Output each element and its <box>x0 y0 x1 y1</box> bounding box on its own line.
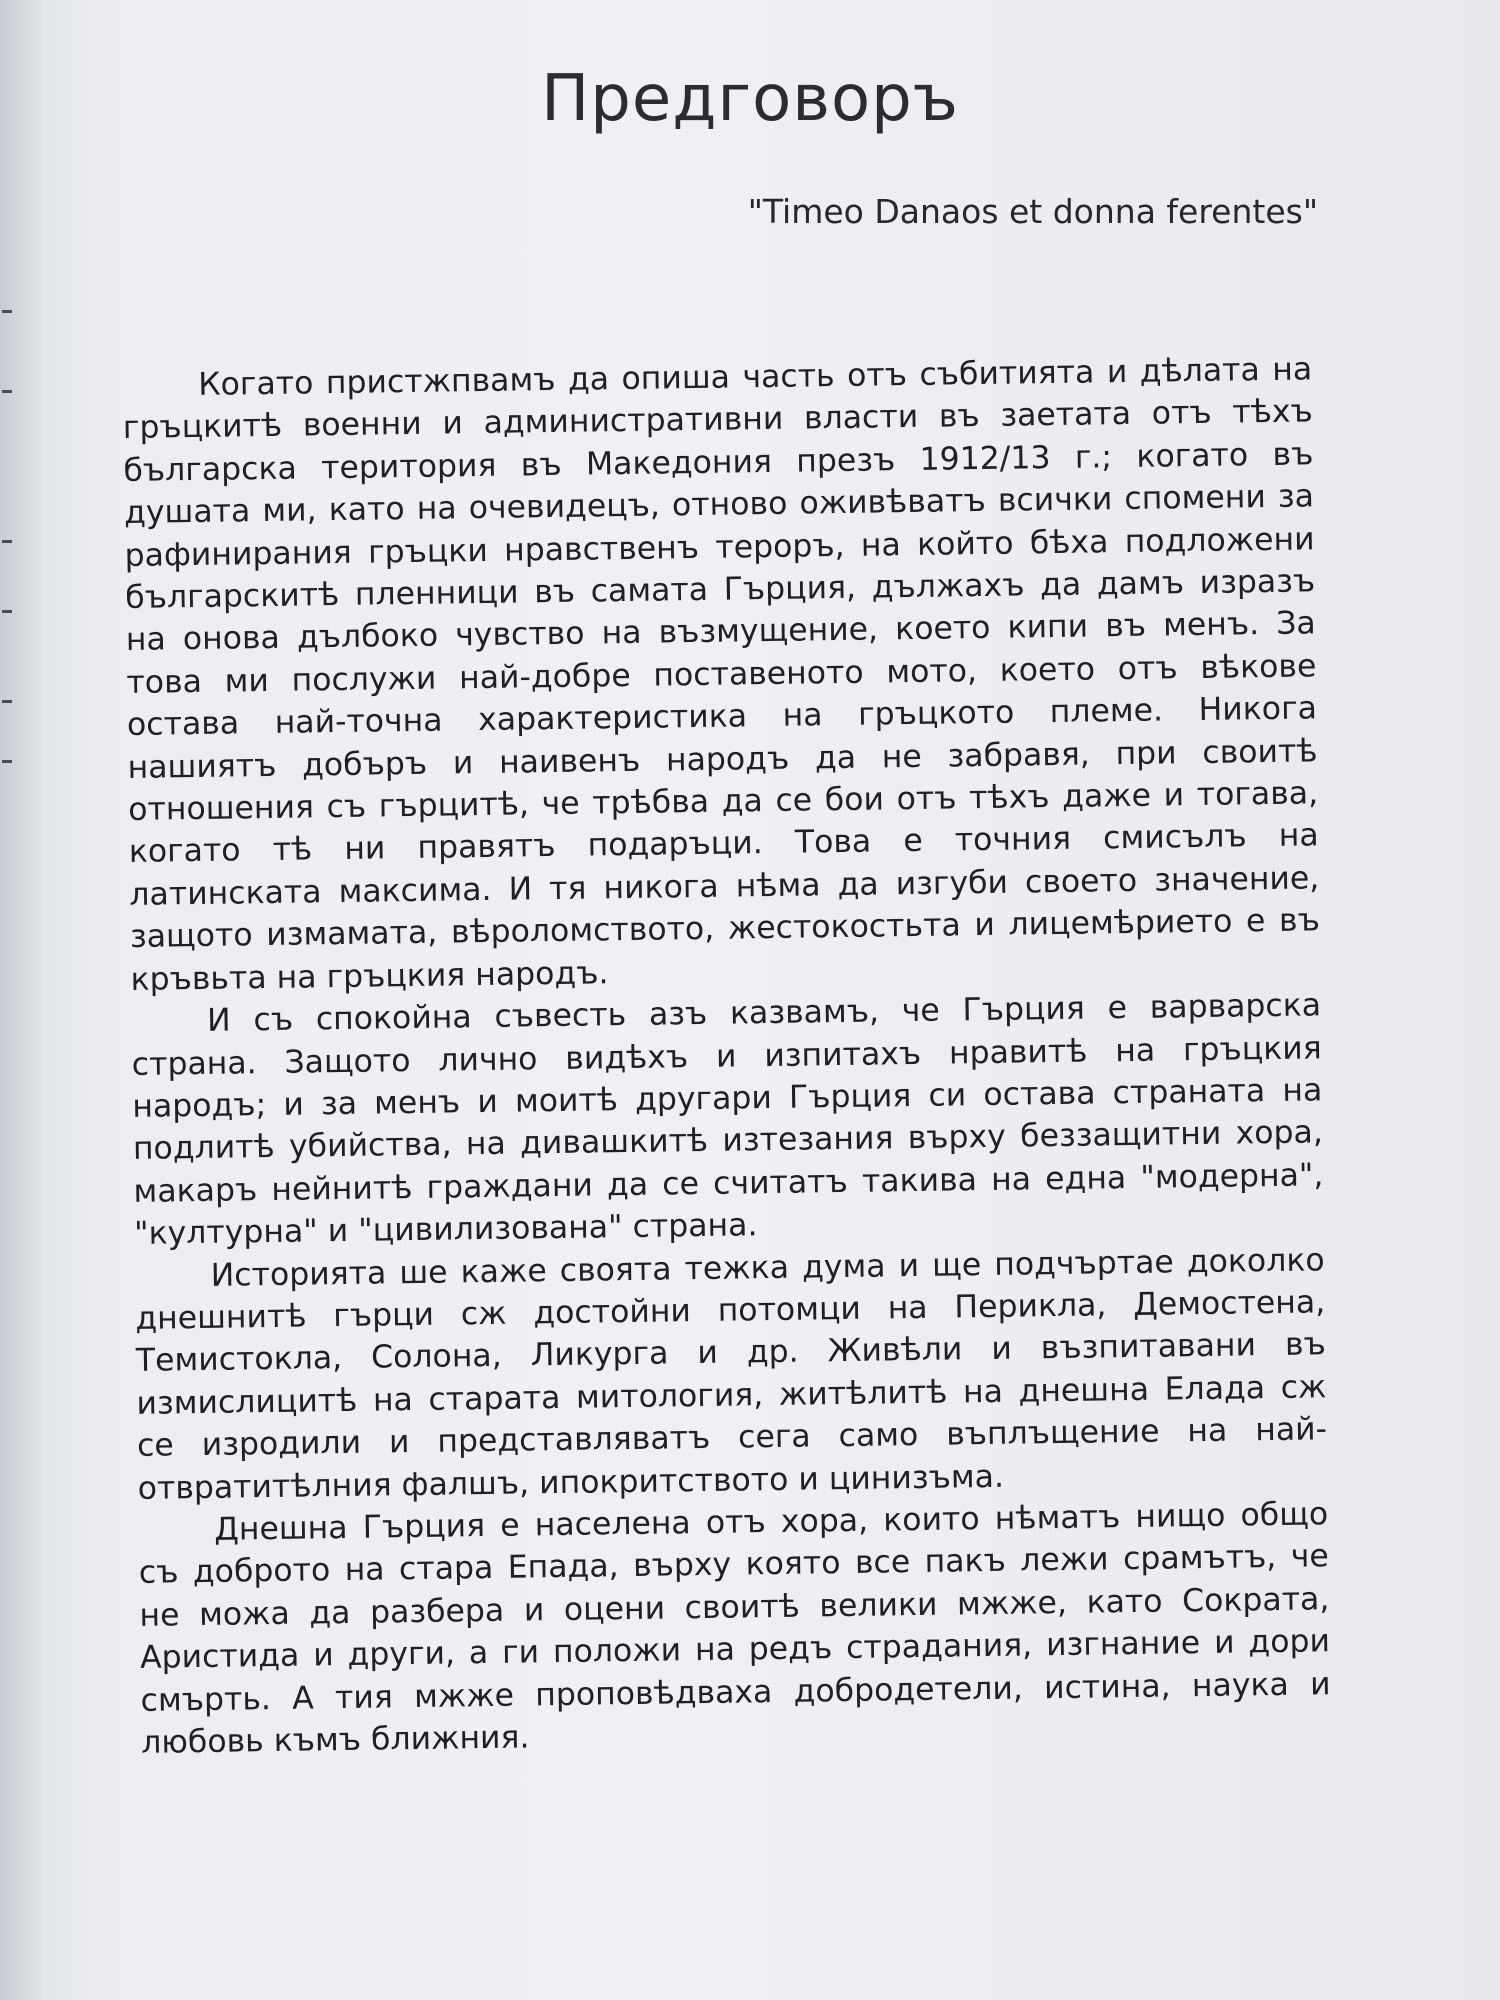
gutter-mark <box>2 310 12 313</box>
gutter-mark <box>2 390 12 393</box>
gutter-mark <box>2 540 12 543</box>
page-title: Предговоръ <box>541 62 959 136</box>
gutter-mark <box>2 760 12 763</box>
epigraph: "Timeo Danaos et donna ferentes" <box>747 192 1318 231</box>
paragraph: Когато пристжпвамъ да опиша часть отъ събитията и дѣлата на гръцкитѣ военни и административни власти въ заетата отъ тѣхъ българска територия въ Македония презъ 1912/13 г.; когато въ душата ми, като на очевидецъ, отново оживѣватъ всички спомени за рафинирания гръцки нравственъ тероръ, на който бѣха подложени българскитѣ пленници въ самата Гърция, дължахъ да дамъ изразъ на онова дълбоко чувство на възмущение, което кипи въ менъ. За това ми послужи най-добре поставеното мото, което отъ вѣкове остава най-точна характеристика на гръцкото племе. Никога нашиятъ добъръ и наивенъ народъ да не забравя, при своитѣ отношения съ гърцитѣ, че трѣбва да се бои отъ тѣхъ даже и тогава, когато тѣ ни правятъ подаръци. Това е точния смисълъ на латинската максима. И тя никога нѣма да изгуби своето значение, защото измамата, вѣроломството, жестокостьта и лицемѣрието е въ кръвьта на гръцкия народъ. <box>122 351 1321 998</box>
paragraph: Днешна Гърция е населена отъ хора, които нѣматъ нищо общо съ доброто на стара Епада, върху която все пакъ лежи срамътъ, че не можа да разбера и оцени своитѣ велики мжже, като Сократа, Аристида и други, а ги положи на редъ страдания, изгнание и дори смърть. А тия мжже проповѣдваха добродетели, истина, наука и любовь къмъ ближния. <box>138 1496 1331 1761</box>
book-gutter <box>0 0 42 2000</box>
body-text <box>122 348 1331 1764</box>
gutter-mark <box>2 700 12 703</box>
paragraph: И съ спокойна съвесть азъ казвамъ, че Гърция е варварска страна. Защото лично видѣхъ и изпитахъ нравитѣ на гръцкия народъ; и за менъ и моитѣ другари Гърция си остава страната на подлитѣ убийства, на дивашкитѣ изтезания върху беззащитни хора, макаръ нейнитѣ граждани да се считатъ такива на една "модерна", "културна" и "цивилизована" страна. <box>131 987 1324 1253</box>
gutter-mark <box>2 610 12 613</box>
paragraph: Историята ше каже своята тежка дума и ще подчъртае доколко днешнитѣ гърци сж достойни потомци на Перикла, Демостена, Темистокла, Солона, Ликурга и др. Живѣли и възпитавани въ измислицитѣ на старата митология, житѣлитѣ на днешна Елада сж се изродили и представляватъ сега само въплъщение на най-отвратитѣлния фалшъ, ипокритството и цинизъма. <box>135 1241 1328 1507</box>
